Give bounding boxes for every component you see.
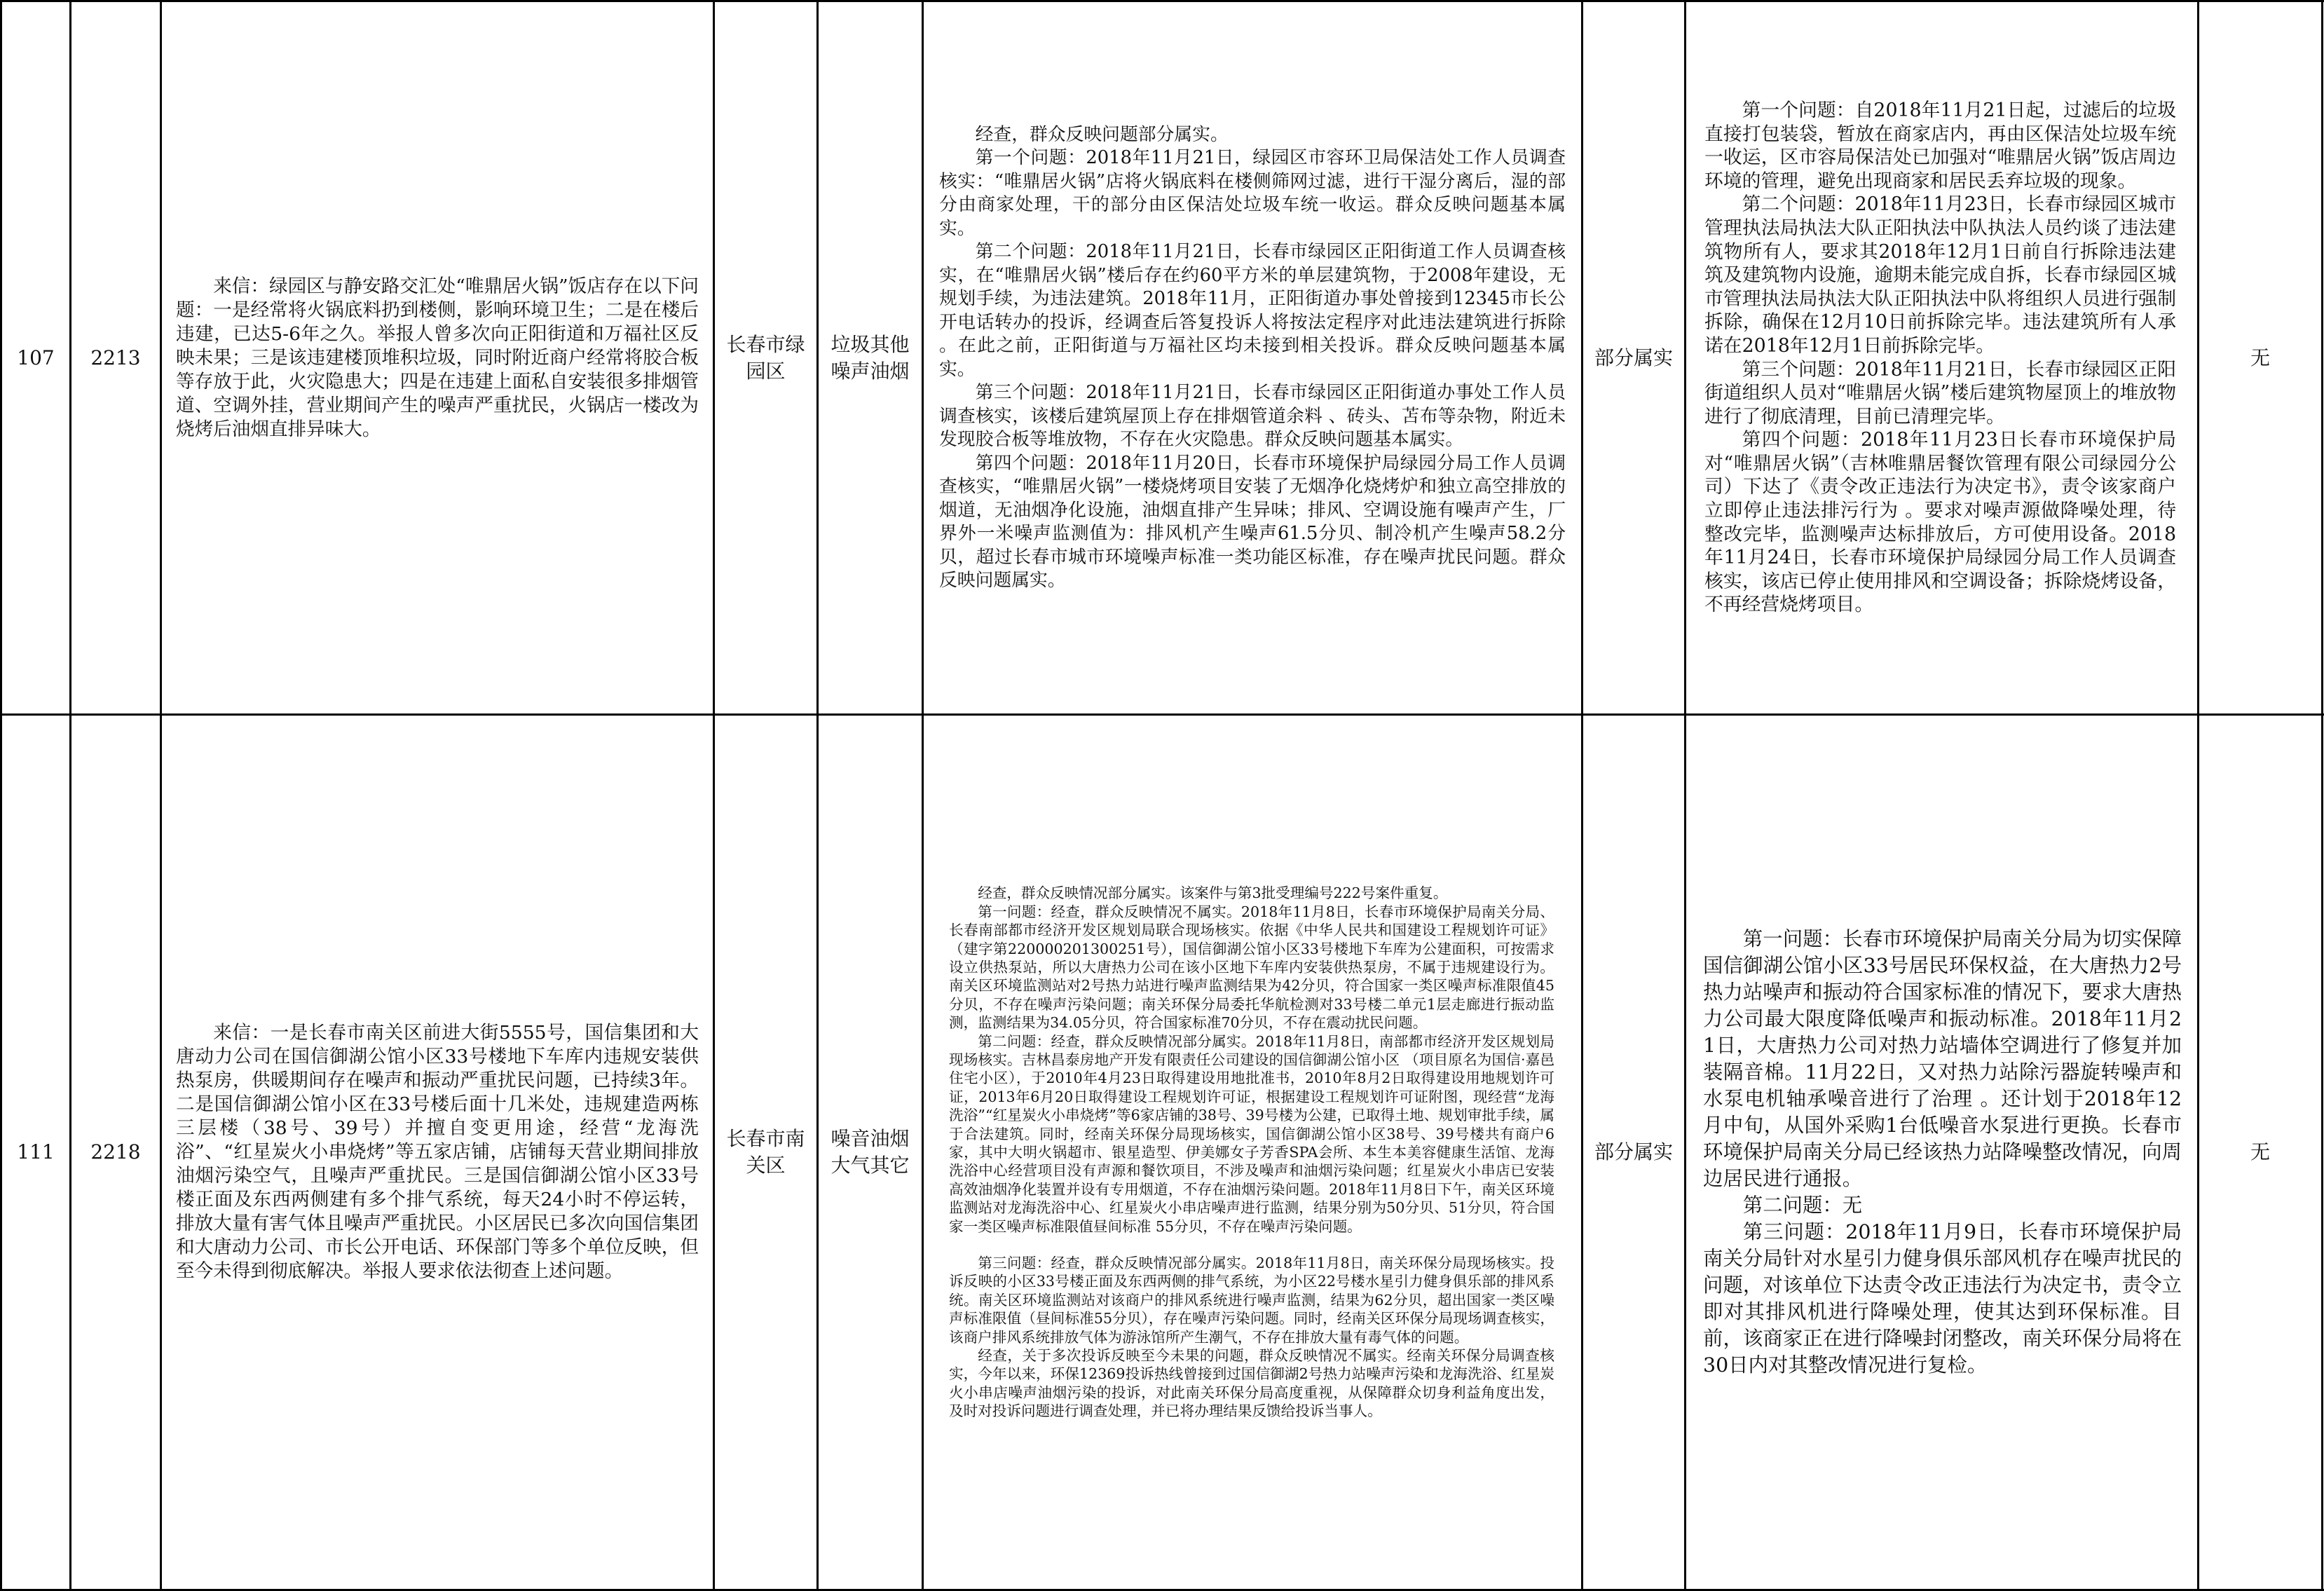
investigation-paragraph: 第一个问题：2018年11月21日，绿园区市容环卫局保洁处工作人员调查核实：“唯鼎居火锅”店将火锅底料在楼侧筛网过滤，进行干湿分离后，湿的部分由商家处理，干的部分由区保洁处垃圾车统一收运。群众反映问题基本属实。 xyxy=(939,146,1566,240)
investigation-cell xyxy=(923,715,1583,1590)
result-paragraph: 第一问题：长春市环境保护局南关分局为切实保障国信御湖公馆小区33号居民环保权益，在大唐热力2号热力站噪声和振动符合国家标准的情况下，要求大唐热力公司最大限度降低噪声和振动标准。2018年11月21日，大唐热力公司对热力站墙体空调进行了修复并加装隔音棉。11月22日，又对热力站除污器旋转噪声和水泵电机轴承噪音进行了治理 。还计划于2018年12月中旬，从国外采购1台低噪音水泵进行更换。长春市环境保护局南关分局已经该热力站降噪整改情况，向周边居民进行通报。 xyxy=(1703,926,2182,1192)
accountability-cell: 无 xyxy=(2199,715,2323,1590)
result-paragraph: 第三个问题：2018年11月21日，长春市绿园区正阳街道组织人员对“唯鼎居火锅”楼后建筑物屋顶上的堆放物进行了彻底清理，目前已清理完毕。 xyxy=(1704,358,2176,429)
investigation-paragraph: 第三问题：经查，群众反映情况部分属实。2018年11月8日，南关环保分局现场核实。投诉反映的小区33号楼正面及东西两侧的排气系统，为小区22号楼水星引力健身俱乐部的排风系统。南关区环境监测站对该商户的排风系统进行噪声监测，结果为62分贝，超出国家一类区噪声标准限值（昼间标准55分贝），存在噪声污染问题。同时，经南关区环保分局现场调查核实，该商户排风系统排放气体为游泳馆所产生潮气，不存在排放大量有毒气体的问题。 xyxy=(949,1254,1554,1346)
investigation-paragraph: 第三个问题：2018年11月21日，长春市绿园区正阳街道办事处工作人员调查核实，该楼后建筑屋顶上存在排烟管道余料 、砖头、苫布等杂物，附近未发现胶合板等堆放物，不存在火灾隐患。群众反映问题基本属实。 xyxy=(939,381,1566,452)
case-no-cell: 2218 xyxy=(71,715,161,1590)
investigation-paragraph: 第一问题：经查，群众反映情况不属实。2018年11月8日，长春市环境保护局南关分局、长春南部都市经济开发区规划局联合现场核实。依据《中华人民共和国建设工程规划许可证》（建字第220000201300251号），国信御湖公馆小区33号楼地下车库为公建面积，可按需求设立供热泵站，所以大唐热力公司在该小区地下车库内安装供热泵房，不属于违规建设行为。南关区环境监测站对2号热力站进行噪声监测结果为42分贝，符合国家一类区噪声标准限值45分贝，不存在噪声污染问题；南关环保分局委托华航检测对33号楼二单元1层走廊进行振动监测，监测结果为34.05分贝，符合国家标准70分贝，不存在震动扰民问题。 xyxy=(949,903,1554,1032)
investigation-paragraph: 第二个问题：2018年11月21日，长春市绿园区正阳街道工作人员调查核实，在“唯鼎居火锅”楼后存在约60平方米的单层建筑物，于2008年建设，无规划手续，为违法建筑。2018年11月，正阳街道办事处曾接到12345市长公开电话转办的投诉，经调查后答复投诉人将按法定程序对此违法建筑进行拆除 。在此之前，正阳街道与万福社区均未接到相关投诉。群众反映问题基本属实。 xyxy=(939,240,1566,381)
case-no-cell: 2213 xyxy=(71,1,161,715)
seq-cell: 111 xyxy=(1,715,71,1590)
investigation-paragraph: 经查，群众反映问题部分属实。 xyxy=(939,123,1566,147)
accountability-cell: 无 xyxy=(2199,1,2323,715)
complaint-text: 来信：绿园区与静安路交汇处“唯鼎居火锅”饭店存在以下问题：一是经常将火锅底料扔到楼侧，影响环境卫生；二是在楼后违建，已达5-6年之久。举报人曾多次向正阳街道和万福社区反映未果；三是该违建楼顶堆积垃圾，同时附近商户经常将胶合板等存放于此，火灾隐患大；四是在违建上面私自安装很多排烟管道、空调外挂，营业期间产生的噪声严重扰民，火锅店一楼改为烧烤后油烟直排异味大。 xyxy=(176,275,699,442)
investigation-paragraph: 经查，关于多次投诉反映至今未果的问题，群众反映情况不属实。经南关环保分局调查核实，今年以来，环保12369投诉热线曾接到过国信御湖2号热力站噪声污染和龙海洗浴、红星炭火小串店噪声油烟污染的投诉，对此南关环保分局高度重视，从保障群众切身利益角度出发，及时对投诉问题进行调查处理，并已将办理结果反馈给投诉当事人。 xyxy=(949,1346,1554,1421)
district-cell: 长春市绿园区 xyxy=(714,1,818,715)
result-paragraph: 第三问题：2018年11月9日，长春市环境保护局南关分局针对水星引力健身俱乐部风机存在噪声扰民的问题，对该单位下达责令改正违法行为决定书，责令立即对其排风机进行降噪处理，使其达到环保标准。目前，该商家正在进行降噪封闭整改，南关环保分局将在30日内对其整改情况进行复检。 xyxy=(1703,1219,2182,1379)
types-cell: 垃圾其他噪声油烟 xyxy=(818,1,923,715)
result-paragraph: 第二个问题：2018年11月23日，长春市绿园区城市管理执法局执法大队正阳执法中队执法人员约谈了违法建筑物所有人，要求其2018年12月1日前自行拆除违法建筑及建筑物内设施，逾期未能完成自拆，长春市绿园区城市管理执法局执法大队正阳执法中队将组织人员进行强制拆除，确保在12月10日前拆除完毕。违法建筑所有人承诺在2018年12月1日前拆除完毕。 xyxy=(1704,193,2176,357)
result-paragraph: 第一个问题：自2018年11月21日起，过滤后的垃圾直接打包装袋，暂放在商家店内，再由区保洁处垃圾车统一收运，区市容局保洁处已加强对“唯鼎居火锅”饭店周边环境的管理，避免出现商家和居民丢弃垃圾的现象。 xyxy=(1704,99,2176,193)
verdict-cell: 部分属实 xyxy=(1583,1,1686,715)
result-cell xyxy=(1686,1,2199,715)
types-cell: 噪音油烟大气其它 xyxy=(818,715,923,1590)
table-row xyxy=(1,715,2324,1590)
result-cell xyxy=(1686,715,2199,1590)
seq-cell: 107 xyxy=(1,1,71,715)
investigation-paragraph: 经查，群众反映情况部分属实。该案件与第3批受理编号222号案件重复。 xyxy=(949,884,1554,902)
investigation-paragraph: 第四个问题：2018年11月20日，长春市环境保护局绿园分局工作人员调查核实，“唯鼎居火锅”一楼烧烤项目安装了无烟净化烧烤炉和独立高空排放的烟道，无油烟净化设施，油烟直排产生异味；排风、空调设施有噪声产生，厂界外一米噪声监测值为：排风机产生噪声61.5分贝、制冷机产生噪声58.2分贝，超过长春市城市环境噪声标准一类功能区标准，存在噪声扰民问题。群众反映问题属实。 xyxy=(939,452,1566,593)
complaint-cell xyxy=(161,715,714,1590)
result-paragraph: 第二问题：无 xyxy=(1703,1192,2182,1219)
table-row xyxy=(1,1,2324,715)
investigation-paragraph: 第二问题：经查，群众反映情况部分属实。2018年11月8日，南部都市经济开发区规划局现场核实。吉林昌泰房地产开发有限责任公司建设的国信御湖公馆小区 （项目原名为国信·嘉邑住宅小区），于2010年4月23日取得建设用地批准书，2010年8月2日取得建设用地规划许可证，2013年6月20日取得建设工程规划许可证，根据建设工程规划许可证附图，现经营“龙海洗浴”“红星炭火小串烧烤”等6家店铺的38号、39号楼为公建，已取得土地、规划审批手续，属于合法建筑。同时，经南关环保分局现场核实，国信御湖公馆小区38号、39号楼共有商户6家，其中大明火锅超市、银星造型、伊美娜女子芳香SPA会所、本生本美容健康生活馆、龙海洗浴中心经营项目没有声源和餐饮项目，不涉及噪声和油烟污染问题；红星炭火小串店已安装高效油烟净化装置并设有专用烟道，不存在油烟污染问题。2018年11月8日下午，南关区环境监测站对龙海洗浴中心、红星炭火小串店噪声进行监测，结果分别为50分贝、51分贝，符合国家一类区噪声标准限值昼间标准 55分贝，不存在噪声污染问题。 xyxy=(949,1032,1554,1236)
investigation-cell xyxy=(923,1,1583,715)
result-paragraph: 第四个问题：2018年11月23日长春市环境保护局对“唯鼎居火锅”（吉林唯鼎居餐饮管理有限公司绿园分公司）下达了《责令改正违法行为决定书》，责令该家商户立即停止违法排污行为 。要求对噪声源做降噪处理，待整改完毕，监测噪声达标排放后，方可使用设备。2018年11月24日，长春市环境保护局绿园分局工作人员调查核实，该店已停止使用排风和空调设备；拆除烧烤设备，不再经营烧烤项目。 xyxy=(1704,428,2176,617)
verdict-cell: 部分属实 xyxy=(1583,715,1686,1590)
complaint-cell xyxy=(161,1,714,715)
district-cell: 长春市南关区 xyxy=(714,715,818,1590)
complaint-text: 来信：一是长春市南关区前进大街5555号，国信集团和大唐动力公司在国信御湖公馆小区33号楼地下车库内违规安装供热泵房，供暖期间存在噪声和振动严重扰民问题，已持续3年。二是国信御湖公馆小区在33号楼后面十几米处，违规建造两栋三层楼（38号、39号）并擅自变更用途，经营“龙海洗浴”、“红星炭火小串烧烤”等五家店铺，店铺每天营业期间排放油烟污染空气，且噪声严重扰民。三是国信御湖公馆小区33号楼正面及东西两侧建有多个排气系统，每天24小时不停运转，排放大量有害气体且噪声严重扰民。小区居民已多次向国信集团和大唐动力公司、市长公开电话、环保部门等多个单位反映，但至今未得到彻底解决。举报人要求依法彻查上述问题。 xyxy=(176,1021,699,1283)
